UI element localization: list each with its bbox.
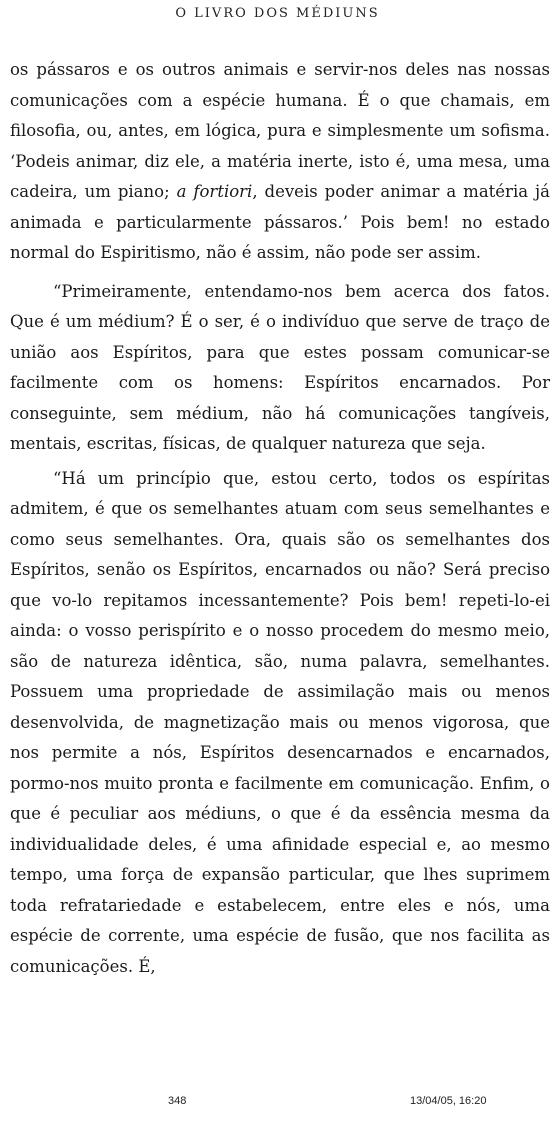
print-footer: [0, 1095, 555, 1111]
paragraph-1-text-end: , deveis poder animar a matéria já animada e particularmente pássaros.’ Pois bem! no estado normal do Espiritismo, não é assim, não pode ser assim.: [10, 182, 550, 262]
paragraph-1-italic-term: a fortiori: [176, 182, 253, 201]
running-header: O LIVRO DOS MÉDIUNS: [175, 6, 380, 21]
paragraph-1: [10, 55, 550, 269]
paragraph-3: “Há um princípio que, estou certo, todos os espíritas admitem, é que os semelhantes atuam com seus semelhantes e como seus semelhantes. Ora, quais são os semelhantes dos Espíritos, senão os Espíritos, encarnados ou não? Será preciso que vo-lo repitamos incessantemente? Pois bem! repeti-lo-ei ainda: o vosso perispírito e o nosso procedem do mesmo meio, são de natureza idêntica, são, numa palavra, semelhantes. Possuem uma propriedade de assimilação mais ou menos desenvolvida, de magnetização mais ou menos vigorosa, que nos permite a nós, Espíritos desencarnados e encarnados, pormo-nos muito pronta e facilmente em comunicação. Enfim, o que é peculiar aos médiuns, o que é da essência mesma da individualidade deles, é uma afinidade especial e, ao mesmo tempo, uma força de expansão particular, que lhes suprimem toda refratariedade e estabelecem, entre eles e nós, uma espécie de corrente, uma espécie de fusão, que nos facilita as comunicações. É,: [10, 468, 550, 976]
print-timestamp: 13/04/05, 16:20: [410, 1095, 487, 1107]
body-text: [10, 55, 550, 982]
paragraph-1-text-start: os pássaros e os outros animais e servir-nos deles nas nossas comunicações com a espécie humana. É o que chamais, em filosofia, ou, antes, em lógica, pura e simplesmente um sofisma. ‘Podeis animar, diz ele, a matéria inerte, isto é, uma mesa, uma cadeira, um piano;: [10, 60, 550, 201]
page-number: 348: [168, 1095, 187, 1107]
paragraph-2: “Primeiramente, entendamo-nos bem acerca dos fatos. Que é um médium? É o ser, é o indivíduo que serve de traço de união aos Espíritos, para que estes possam comunicar-se facilmente com os homens: Espíritos encarnados. Por conseguinte, sem médium, não há comunicações tangíveis, mentais, escritas, físicas, de qualquer natureza que seja.: [10, 281, 550, 453]
